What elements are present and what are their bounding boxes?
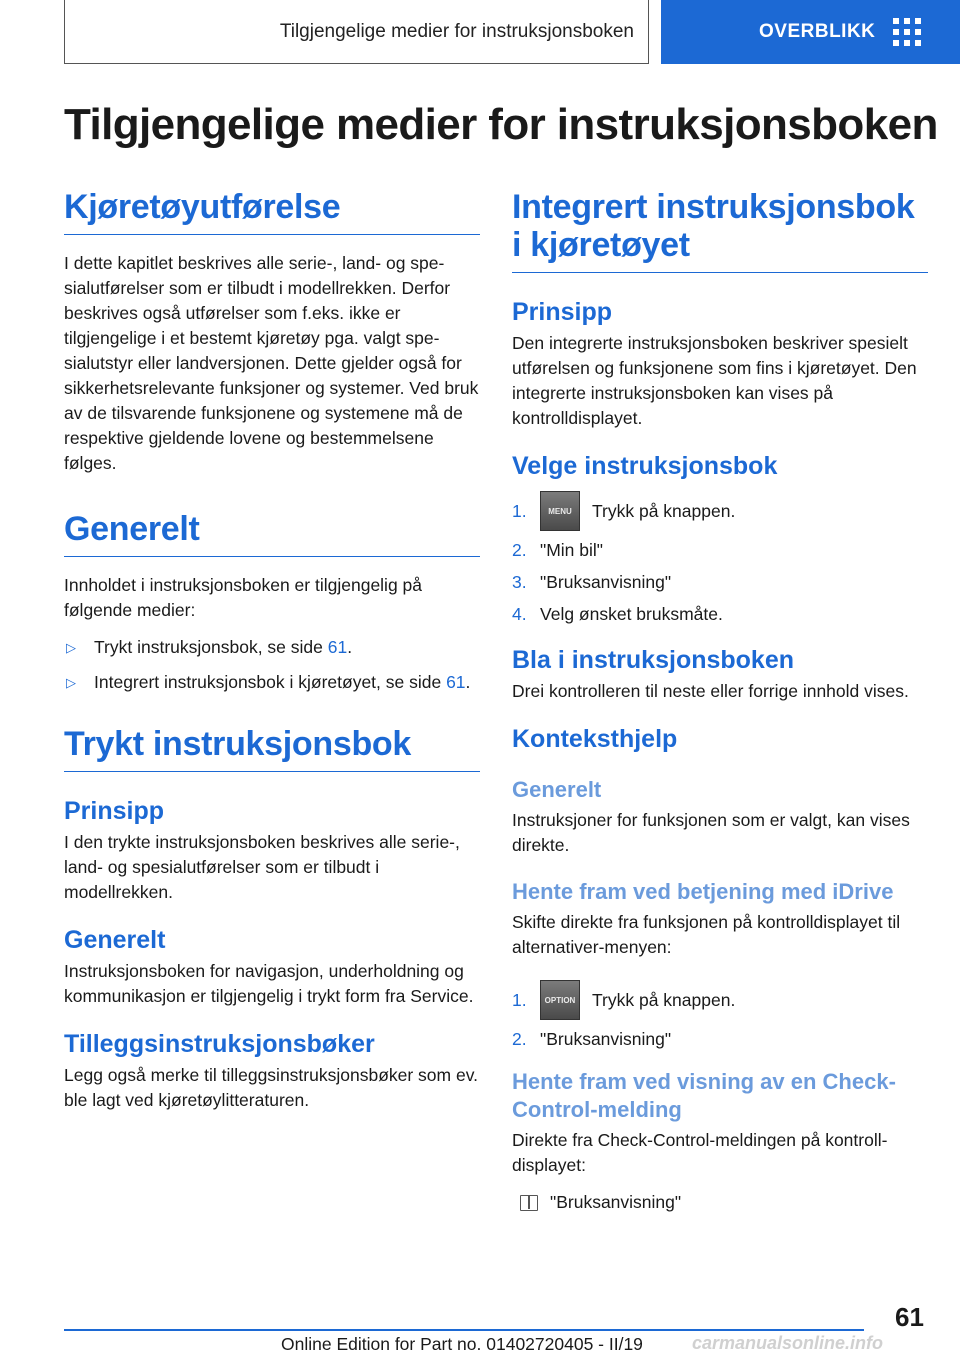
- triangle-bullet-icon: ▷: [66, 675, 76, 690]
- subheading-prinsipp-integrert: Prinsipp: [512, 298, 613, 326]
- list-item: 4. Velg ønsket bruksmåte.: [512, 604, 723, 624]
- subheading-generelt: Generelt: [64, 926, 166, 954]
- list-item: ▷ Trykt instruksjonsbok, se side 61.: [64, 635, 480, 660]
- subsubheading-check-control: Hente fram ved visning av en Check-Control-melding: [512, 1069, 896, 1122]
- paragraph-tillegg: Legg også merke til tilleggsinstruksjonsbøker som ev. ble lagt ved kjøretøylitteraturen.: [64, 1065, 479, 1110]
- list-item: 1. MENU Trykk på knappen.: [512, 491, 928, 531]
- list-item: 2. "Min bil": [512, 540, 603, 560]
- section-heading-generelt: Generelt: [64, 510, 480, 557]
- section-heading-kjoretoyutforelse: Kjøretøyutførelse: [64, 188, 480, 235]
- watermark: carmanualsonline.info: [692, 1333, 884, 1353]
- subheading-prinsipp: Prinsipp: [64, 797, 165, 825]
- paragraph-prinsipp: I den trykte instruksjonsboken beskrives alle serie-, land- og spesialutførelser som er tilbudt i modellrekken.: [64, 832, 460, 902]
- menu-button-icon: MENU: [540, 491, 580, 531]
- paragraph-kjoretoyutforelse: I dette kapitlet beskrives alle serie-, land- og spesialutførelser som er tilbudt i modellrekken. Derfor beskrives også utførelser som f.eks. ikke er tilgjengelige i et bestemt kjøretøy pga. valgt spesialutstyr eller landversjonen. Dette gjelder også for sikkerhetsrelevante funksjoner og systemer. Ved bruk av de tilsvarende funksjonene og systemene må de respektive gjeldende lovene og bestemmelsene følges.: [64, 253, 479, 473]
- subheading-konteksthjelp: Konteksthjelp: [512, 725, 678, 753]
- list-item: ▷ Integrert instruksjonsbok i kjøretøyet, se side 61.: [64, 670, 480, 695]
- subsubheading-generelt: Generelt: [512, 777, 602, 802]
- grid-icon: [893, 18, 921, 46]
- triangle-bullet-icon: ▷: [66, 640, 76, 655]
- page-number: 61: [895, 1302, 924, 1332]
- header-section-title: Tilgjengelige medier for instruksjonsboken: [279, 20, 634, 42]
- footer-divider: [64, 1329, 864, 1331]
- list-item: 2. "Bruksanvisning": [512, 1029, 672, 1049]
- media-list: [64, 635, 480, 695]
- page-link[interactable]: 61: [327, 637, 348, 657]
- list-item: 1. OPTION Trykk på knappen.: [512, 980, 928, 1020]
- paragraph-idrive: Skifte direkte fra funksjonen på kontrolldisplayet til alternativer-menyen:: [512, 912, 901, 957]
- subheading-bla: Bla i instruksjonsboken: [512, 646, 795, 674]
- book-icon: [520, 1195, 538, 1211]
- left-column: [64, 188, 480, 1113]
- section-heading-integrert: Integrert instruksjonsbok i kjøretøyet: [512, 188, 928, 273]
- paragraph-check-control: Direkte fra Check-Control-meldingen på kontrolldisplayet:: [512, 1130, 888, 1175]
- option-button-icon: OPTION: [540, 980, 580, 1020]
- header-section-title-box: [64, 0, 649, 64]
- subheading-velge: Velge instruksjonsbok: [512, 452, 778, 480]
- right-column: [512, 188, 928, 1215]
- steps-velge: [512, 491, 928, 627]
- page-title: Tilgjengelige medier for instruksjonsboken: [64, 100, 938, 149]
- section-heading-trykt: Trykt instruksjonsbok: [64, 725, 480, 772]
- footer-edition: Online Edition for Part no. 01402720405 - II/19: [281, 1334, 643, 1354]
- subsubheading-idrive: Hente fram ved betjening med iDrive: [512, 879, 894, 904]
- paragraph-bla: Drei kontrolleren til neste eller forrige innhold vises.: [512, 681, 909, 701]
- paragraph-prinsipp-integrert: Den integrerte instruksjonsboken beskriver spesielt utførelsen og funksjonene som fins i kjøretøyet. Den integrerte instruksjonsboken kan vises på kontrolldisplayet.: [512, 333, 917, 428]
- overview-label: OVERBLIKK: [759, 21, 876, 42]
- page-link[interactable]: 61: [446, 672, 466, 692]
- paragraph-generelt: Innholdet i instruksjonsboken er tilgjengelig på følgende medier:: [64, 575, 423, 620]
- steps-idrive: [512, 980, 928, 1052]
- overview-button[interactable]: [661, 0, 960, 64]
- paragraph-generelt-trykt: Instruksjonsboken for navigasjon, underholdning og kommunikasjon er tilgjengelig i trykt form fra Service.: [64, 961, 474, 1006]
- check-control-hint: "Bruksanvisning": [512, 1190, 928, 1215]
- subheading-tillegg: Tilleggsinstruksjonsbøker: [64, 1030, 375, 1058]
- paragraph-konteksthjelp-generelt: Instruksjoner for funksjonen som er valgt, kan vises direkte.: [512, 810, 910, 855]
- list-item: 3. "Bruksanvisning": [512, 572, 672, 592]
